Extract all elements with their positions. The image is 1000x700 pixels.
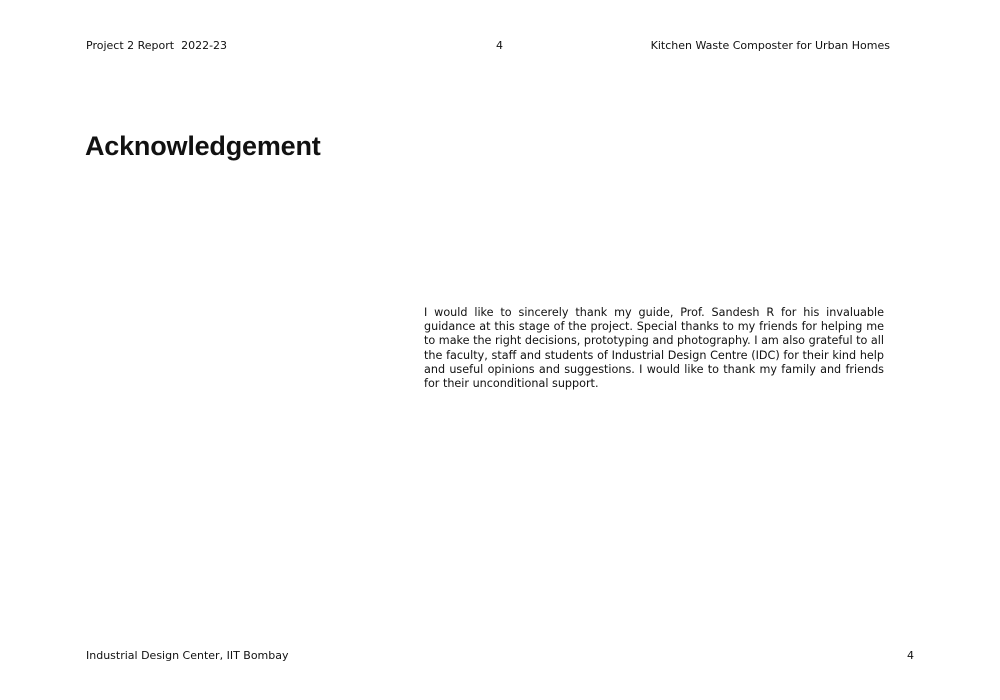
footer-page-number: 4 (907, 649, 914, 662)
header-project-title: Kitchen Waste Composter for Urban Homes (650, 39, 890, 52)
footer-institution: Industrial Design Center, IIT Bombay (86, 649, 289, 662)
header-report-label: Project 2 Report 2022-23 (86, 39, 228, 52)
page-title: Acknowledgement (85, 131, 321, 161)
header-page-number: 4 (496, 39, 503, 52)
acknowledgement-paragraph: I would like to sincerely thank my guide, Prof. Sandesh R for his invaluable guidance at this stage of the project. Special thanks to my friends for helping me to make the right decisions, prototyping and photography. I am also grateful to all the faculty, staff and students of Industrial Design Centre (IDC) for their kind help and useful opinions and suggestions. I would like to thank my family and friends for their unconditional support. (424, 306, 884, 391)
